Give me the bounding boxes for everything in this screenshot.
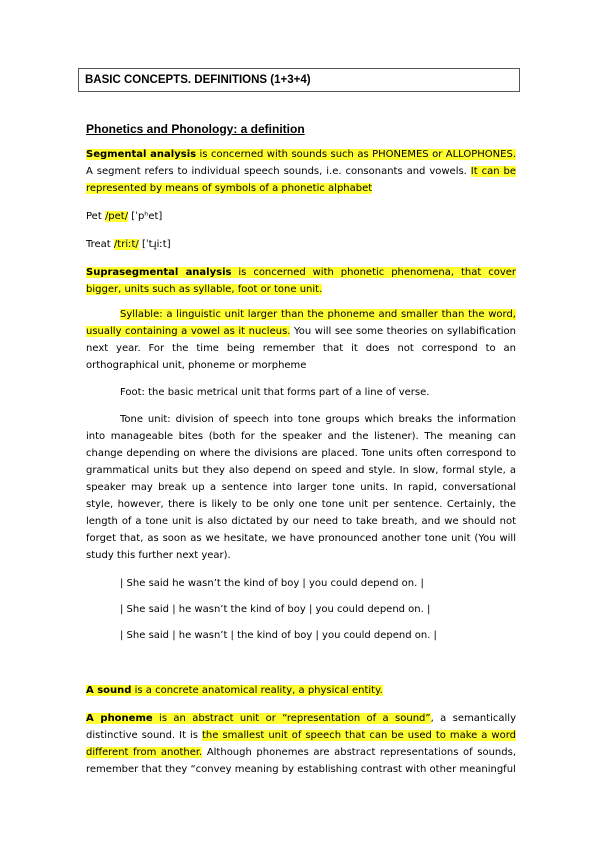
suprasegmental-highlight: is concerned with phonetic phenomena, that cover bigger, units such as syllable, foot or tone unit.	[86, 267, 516, 295]
treat-example	[86, 236, 171, 253]
page-title: BASIC CONCEPTS. DEFINITIONS (1+3+4)	[85, 74, 311, 86]
treat-word: Treat	[86, 239, 114, 250]
sound-text: is a concrete anatomical reality, a physical entity.	[131, 685, 383, 696]
tone-example-3: | She said | he wasn’t | the kind of boy | you could depend on. |	[120, 630, 437, 641]
sound-definition	[86, 682, 383, 699]
sound-term: A sound	[86, 685, 132, 696]
suprasegmental-paragraph	[86, 264, 516, 298]
page-title-box	[78, 68, 520, 92]
segmental-paragraph	[86, 146, 516, 197]
tone-unit-paragraph: Tone unit: division of speech into tone groups which breaks the information into manageable bites (both for the speaker and the listener). The meaning can change depending on where the divisions are placed. Tone units often correspond to grammatical units but they also depend on speed and style. In slow, formal style, a speaker may break up a sentence into larger tone units. In rapid, conversational style, however, there is likely to be only one tone unit per sentence. Certainly, the length of a tone unit is also dictated by our need to take breath, and we should not forget that, as soon as we hesitate, we have pronounced another tone unit (You will study this further next year).	[86, 414, 516, 561]
suprasegmental-term: Suprasegmental analysis	[86, 267, 232, 278]
treat-phonemic: /triːt/	[113, 239, 139, 250]
phoneme-paragraph	[86, 710, 516, 778]
syllable-highlight: Syllable: a linguistic unit larger than the phoneme and smaller than the word, usually containing a vowel as it nucleus.	[86, 309, 516, 337]
segmental-highlight-end: It can be represented by means of symbols of a phonetic alphabet	[86, 166, 516, 194]
section-heading: Phonetics and Phonology: a definition	[86, 122, 305, 136]
phoneme-text-1: , a semantically distinctive sound. It is	[86, 713, 516, 741]
syllable-text: You will see some theories on syllabification next year. For the time being remember that it does not correspond to an orthographical unit, phoneme or morpheme	[86, 326, 516, 371]
pet-phonemic: /pet/	[104, 211, 129, 222]
tone-example-1: | She said he wasn’t the kind of boy | you could depend on. |	[120, 578, 424, 589]
tone-example-2: | She said | he wasn’t the kind of boy | you could depend on. |	[120, 604, 431, 615]
phoneme-highlight-2: the smallest unit of speech that can be used to make a word different from another.	[86, 730, 516, 758]
foot-definition: Foot: the basic metrical unit that forms part of a line of verse.	[120, 387, 430, 398]
pet-word: Pet	[86, 211, 105, 222]
segmental-text: A segment refers to individual speech sounds, i.e. consonants and vowels.	[86, 166, 471, 177]
syllable-paragraph	[86, 306, 516, 374]
segmental-highlight: is concerned with sounds such as PHONEMES or ALLOPHONES.	[196, 149, 516, 160]
segmental-term: Segmental analysis	[86, 149, 197, 160]
phoneme-text-2: Although phonemes are abstract representations of sounds, remember that they “convey meaning by establishing contrast with other meaningful	[86, 747, 516, 775]
pet-phonetic: [ˈpʰet]	[128, 211, 163, 222]
phoneme-highlight: is an abstract unit or “representation of a sound”	[152, 713, 431, 724]
phoneme-term: A phoneme	[86, 713, 153, 724]
pet-example	[86, 208, 162, 225]
treat-phonetic: [ˈtɹ̥iːt]	[138, 239, 171, 250]
